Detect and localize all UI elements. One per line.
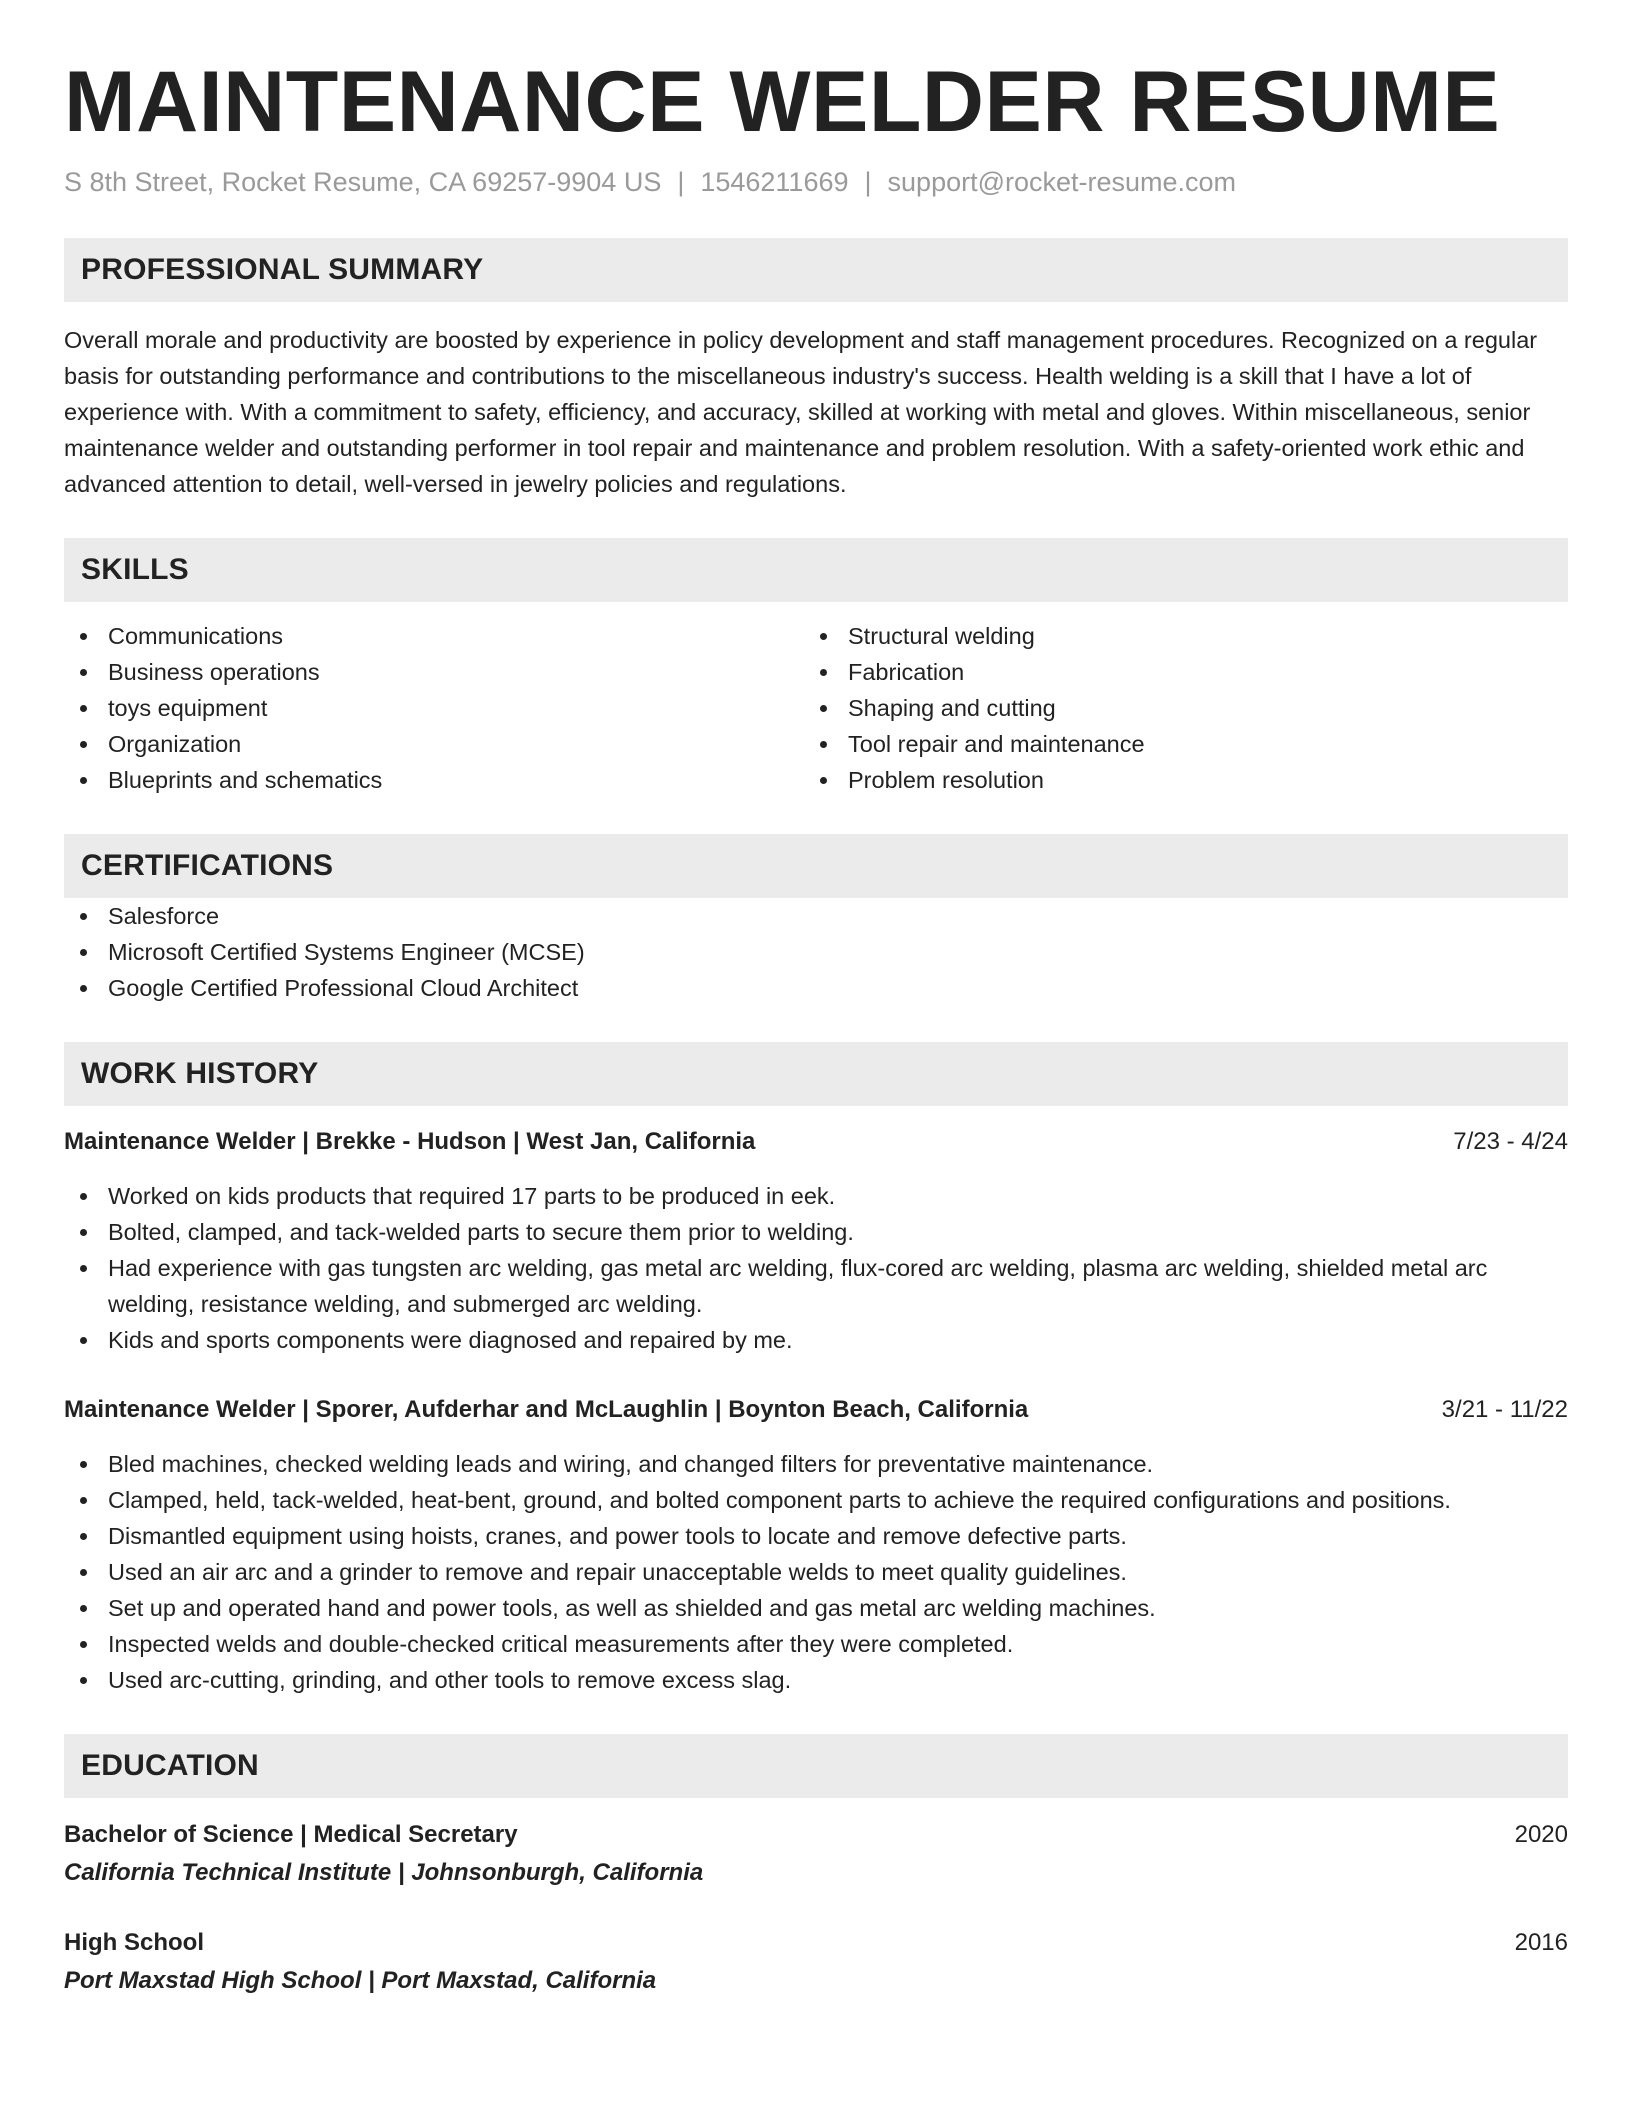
job-entry	[64, 1392, 1568, 1698]
education-school: Port Maxstad High School | Port Maxstad, California	[64, 1967, 657, 1994]
resume-title: MAINTENANCE WELDER RESUME	[64, 54, 1501, 150]
job-title: Maintenance Welder | Brekke - Hudson | West Jan, California	[64, 1128, 756, 1155]
job-duty: Dismantled equipment using hoists, cranes, and power tools to locate and remove defective parts.	[108, 1518, 1568, 1554]
certifications-section-header	[64, 834, 1568, 898]
job-duties-list	[64, 1178, 1568, 1358]
work-history-heading: WORK HISTORY	[81, 1057, 319, 1090]
education-entry	[64, 1816, 1568, 1892]
job-duties-list	[64, 1446, 1568, 1698]
contact-separator: |	[864, 167, 872, 197]
contact-separator: |	[677, 167, 685, 197]
contact-email[interactable]: support@rocket-resume.com	[887, 167, 1237, 197]
skill-item: Shaping and cutting	[848, 690, 1544, 726]
certifications-heading: CERTIFICATIONS	[81, 849, 334, 882]
job-duty: Used an air arc and a grinder to remove and repair unacceptable welds to meet quality guidelines.	[108, 1554, 1568, 1590]
education-heading: EDUCATION	[81, 1749, 259, 1782]
skill-item: Organization	[108, 726, 804, 762]
skill-item: Problem resolution	[848, 762, 1544, 798]
education-year: 2020	[1514, 1821, 1568, 1848]
education-entry	[64, 1924, 1568, 2000]
contact-address: S 8th Street, Rocket Resume, CA 69257-9904 US	[64, 167, 662, 197]
contact-phone: 1546211669	[700, 167, 849, 197]
education-degree: High School	[64, 1929, 204, 1956]
education-section-header	[64, 1734, 1568, 1798]
job-duty: Had experience with gas tungsten arc welding, gas metal arc welding, flux-cored arc welding, plasma arc welding, shielded metal arc welding, resistance welding, and submerged arc welding.	[108, 1250, 1568, 1322]
summary-heading: PROFESSIONAL SUMMARY	[81, 253, 484, 286]
education-header	[64, 1816, 1568, 1854]
contact-line	[64, 162, 1568, 202]
job-dates: 3/21 - 11/22	[1441, 1396, 1568, 1423]
job-header	[64, 1124, 1568, 1160]
job-duty: Bolted, clamped, and tack-welded parts to secure them prior to welding.	[108, 1214, 1568, 1250]
certifications-list	[64, 898, 1568, 1006]
job-duty: Kids and sports components were diagnosed and repaired by me.	[108, 1322, 1568, 1358]
skill-item: Fabrication	[848, 654, 1544, 690]
skill-item: Blueprints and schematics	[108, 762, 804, 798]
skill-item: Business operations	[108, 654, 804, 690]
job-entry	[64, 1124, 1568, 1358]
skill-item: Structural welding	[848, 618, 1544, 654]
education-school: California Technical Institute | Johnsonburgh, California	[64, 1859, 704, 1886]
education-degree: Bachelor of Science | Medical Secretary	[64, 1821, 518, 1848]
job-title: Maintenance Welder | Sporer, Aufderhar and McLaughlin | Boynton Beach, California	[64, 1396, 1029, 1423]
skills-section-header	[64, 538, 1568, 602]
skill-item: toys equipment	[108, 690, 804, 726]
skill-item: Communications	[108, 618, 804, 654]
certification-item: Google Certified Professional Cloud Architect	[108, 970, 1568, 1006]
job-dates: 7/23 - 4/24	[1453, 1128, 1568, 1155]
skills-column-left	[64, 618, 804, 798]
summary-text: Overall morale and productivity are boosted by experience in policy development and staff management procedures. Recognized on a regular basis for outstanding performance and contributions to the miscellaneous industry's success. Health welding is a skill that I have a lot of experience with. With a commitment to safety, efficiency, and accuracy, skilled at working with metal and gloves. Within miscellaneous, senior maintenance welder and outstanding performer in tool repair and maintenance and problem resolution. With a safety-oriented work ethic and advanced attention to detail, well-versed in jewelry policies and regulations.	[64, 327, 1538, 497]
skills-heading: SKILLS	[81, 553, 189, 586]
certification-item: Microsoft Certified Systems Engineer (MCSE)	[108, 934, 1568, 970]
job-header	[64, 1392, 1568, 1428]
skills-column-right	[804, 618, 1544, 798]
education-header	[64, 1924, 1568, 1962]
job-duty: Set up and operated hand and power tools, as well as shielded and gas metal arc welding machines.	[108, 1590, 1568, 1626]
summary-section-header	[64, 238, 1568, 302]
skill-item: Tool repair and maintenance	[848, 726, 1544, 762]
skills-grid	[64, 618, 1568, 798]
certification-item: Salesforce	[108, 898, 1568, 934]
work-history-section-header	[64, 1042, 1568, 1106]
job-duty: Bled machines, checked welding leads and wiring, and changed filters for preventative maintenance.	[108, 1446, 1568, 1482]
job-duty: Worked on kids products that required 17 parts to be produced in eek.	[108, 1178, 1568, 1214]
education-year: 2016	[1514, 1929, 1568, 1956]
job-duty: Used arc-cutting, grinding, and other tools to remove excess slag.	[108, 1662, 1568, 1698]
job-duty: Inspected welds and double-checked critical measurements after they were completed.	[108, 1626, 1568, 1662]
job-duty: Clamped, held, tack-welded, heat-bent, ground, and bolted component parts to achieve the required configurations and positions.	[108, 1482, 1568, 1518]
